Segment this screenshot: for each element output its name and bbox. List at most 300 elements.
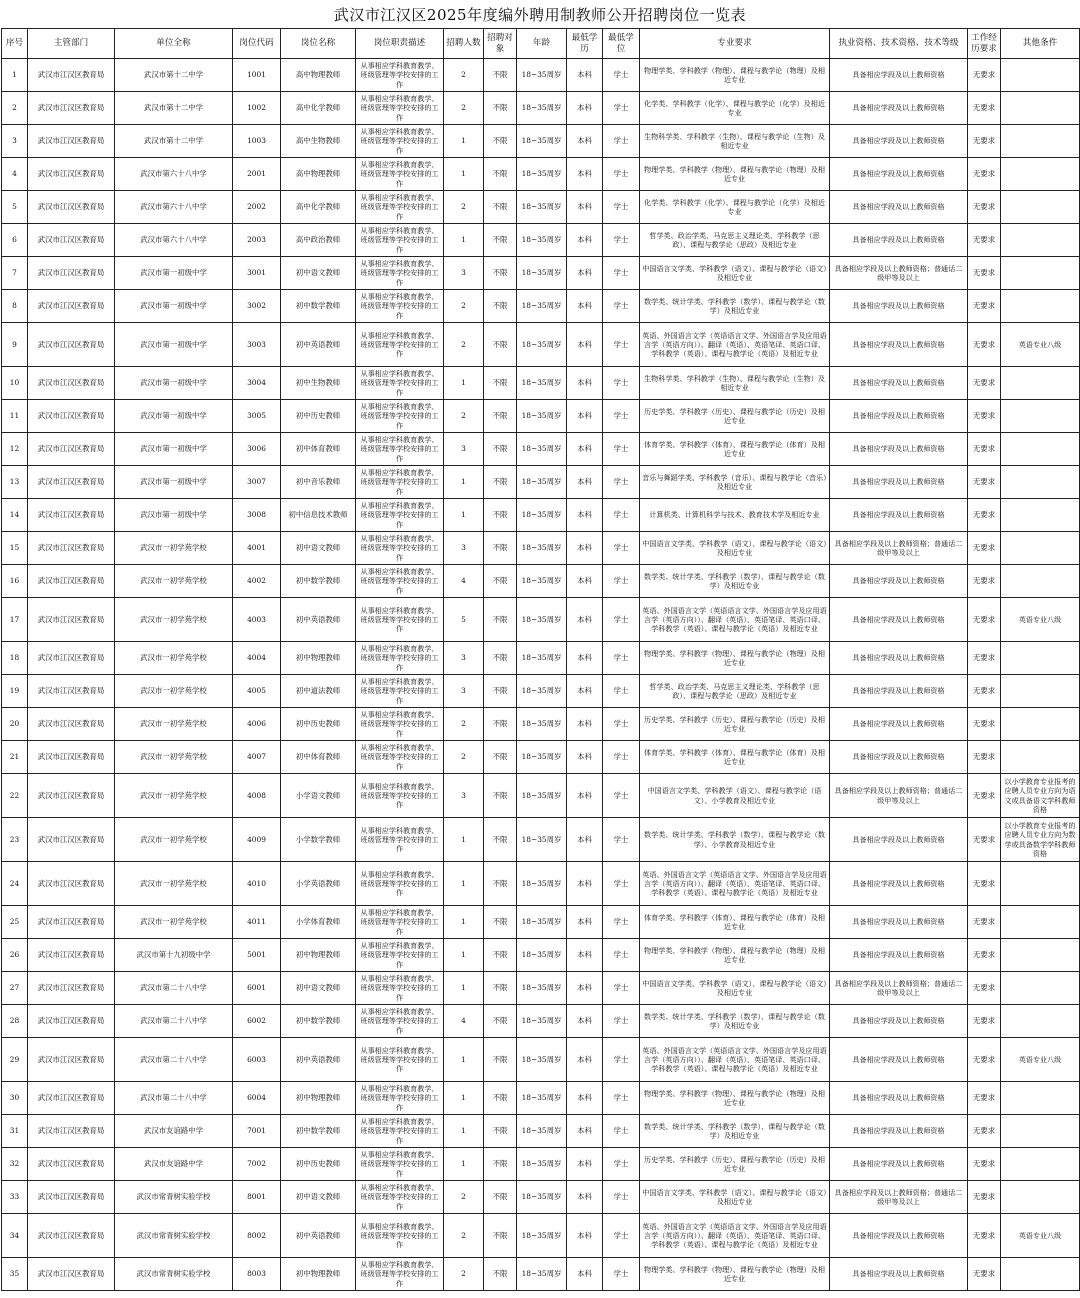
qual-cell: 具备相应学段及以上教师资格 [830, 1038, 968, 1082]
dept-cell: 武汉市江汉区教育局 [28, 323, 115, 367]
target-cell: 不限 [484, 906, 517, 939]
table-row [2, 499, 1080, 532]
code-cell: 2003 [233, 224, 281, 257]
unit-cell: 武汉市第十二中学 [115, 59, 233, 92]
duty-cell: 从事相应学科教育教学、班级管理等学校安排的工作 [356, 1148, 444, 1181]
dept-cell: 武汉市江汉区教育局 [28, 565, 115, 598]
duty-cell: 从事相应学科教育教学、班级管理等学校安排的工作 [356, 741, 444, 774]
seq-cell: 6 [2, 224, 28, 257]
code-cell: 4010 [233, 862, 281, 906]
degree-cell: 学士 [603, 565, 640, 598]
duty-cell: 从事相应学科教育教学、班级管理等学校安排的工作 [356, 642, 444, 675]
edu-cell: 本科 [567, 1082, 603, 1115]
post-cell: 初中物理教师 [281, 939, 356, 972]
code-cell: 2002 [233, 191, 281, 224]
other-cell: 以小学教育专业报考的应聘人员专业方向为语文或具备语文学科教师资格 [1001, 774, 1080, 818]
unit-cell: 武汉市友谊路中学 [115, 1148, 233, 1181]
unit-cell: 武汉市一初学苑学校 [115, 741, 233, 774]
duty-cell: 从事相应学科教育教学、班级管理等学校安排的工作 [356, 862, 444, 906]
header-cell: 主管部门 [28, 29, 115, 59]
age-cell: 18~35周岁 [517, 367, 567, 400]
post-cell: 初中道法教师 [281, 675, 356, 708]
degree-cell: 学士 [603, 741, 640, 774]
header-cell: 其他条件 [1001, 29, 1080, 59]
page-title: 武汉市江汉区2025年度编外聘用制教师公开招聘岗位一览表 [333, 6, 747, 24]
post-cell: 初中英语教师 [281, 323, 356, 367]
age-cell: 18~35周岁 [517, 1181, 567, 1214]
target-cell: 不限 [484, 1148, 517, 1181]
duty-cell: 从事相应学科教育教学、班级管理等学校安排的工作 [356, 906, 444, 939]
edu-cell: 本科 [567, 1115, 603, 1148]
major-cell: 英语、外国语言文学（英语语言文学、外国语言学及应用语言学（英语方向））、翻译（英语）、英语笔译、英语口译、学科教学（英语）、课程与教学论（英语）及相近专业 [640, 862, 830, 906]
seq-cell: 5 [2, 191, 28, 224]
other-cell [1001, 675, 1080, 708]
degree-cell: 学士 [603, 862, 640, 906]
header-cell: 岗位代码 [233, 29, 281, 59]
degree-cell: 学士 [603, 972, 640, 1005]
target-cell: 不限 [484, 532, 517, 565]
edu-cell: 本科 [567, 532, 603, 565]
post-cell: 初中历史教师 [281, 708, 356, 741]
table-row [2, 939, 1080, 972]
duty-cell: 从事相应学科教育教学、班级管理等学校安排的工作 [356, 158, 444, 191]
header-cell: 工作经历要求 [968, 29, 1001, 59]
edu-cell: 本科 [567, 125, 603, 158]
count-cell: 2 [444, 323, 484, 367]
code-cell: 3002 [233, 290, 281, 323]
edu-cell: 本科 [567, 642, 603, 675]
count-cell: 4 [444, 565, 484, 598]
target-cell: 不限 [484, 1258, 517, 1291]
other-cell: 以小学教育专业报考的应聘人员专业方向为数学或具备数学学科教师资格 [1001, 818, 1080, 862]
dept-cell: 武汉市江汉区教育局 [28, 125, 115, 158]
duty-cell: 从事相应学科教育教学、班级管理等学校安排的工作 [356, 1115, 444, 1148]
other-cell: 英语专业八级 [1001, 1214, 1080, 1258]
qual-cell: 具备相应学段及以上教师资格 [830, 1258, 968, 1291]
post-cell: 初中数学教师 [281, 1115, 356, 1148]
code-cell: 3006 [233, 433, 281, 466]
other-cell [1001, 158, 1080, 191]
post-cell: 初中音乐教师 [281, 466, 356, 499]
post-cell: 初中语文教师 [281, 1181, 356, 1214]
post-cell: 初中英语教师 [281, 1214, 356, 1258]
dept-cell: 武汉市江汉区教育局 [28, 1148, 115, 1181]
major-cell: 化学类、学科教学（化学）、课程与教学论（化学）及相近专业 [640, 92, 830, 125]
table-row [2, 972, 1080, 1005]
seq-cell: 22 [2, 774, 28, 818]
dept-cell: 武汉市江汉区教育局 [28, 532, 115, 565]
duty-cell: 从事相应学科教育教学、班级管理等学校安排的工作 [356, 1038, 444, 1082]
duty-cell: 从事相应学科教育教学、班级管理等学校安排的工作 [356, 565, 444, 598]
qual-cell: 具备相应学段及以上教师资格 [830, 1082, 968, 1115]
table-row [2, 862, 1080, 906]
dept-cell: 武汉市江汉区教育局 [28, 367, 115, 400]
degree-cell: 学士 [603, 1148, 640, 1181]
header-cell: 岗位职责描述 [356, 29, 444, 59]
post-cell: 初中英语教师 [281, 1038, 356, 1082]
major-cell: 体育学类、学科教学（体育）、课程与教学论（体育）及相近专业 [640, 741, 830, 774]
degree-cell: 学士 [603, 1038, 640, 1082]
edu-cell: 本科 [567, 906, 603, 939]
degree-cell: 学士 [603, 92, 640, 125]
age-cell: 18~35周岁 [517, 675, 567, 708]
age-cell: 18~35周岁 [517, 224, 567, 257]
unit-cell: 武汉市一初学苑学校 [115, 774, 233, 818]
count-cell: 2 [444, 400, 484, 433]
count-cell: 1 [444, 1038, 484, 1082]
table-row [2, 290, 1080, 323]
target-cell: 不限 [484, 1181, 517, 1214]
target-cell: 不限 [484, 92, 517, 125]
qual-cell: 具备相应学段及以上教师资格 [830, 290, 968, 323]
post-cell: 高中化学教师 [281, 191, 356, 224]
post-cell: 初中数学教师 [281, 1005, 356, 1038]
count-cell: 2 [444, 708, 484, 741]
dept-cell: 武汉市江汉区教育局 [28, 818, 115, 862]
count-cell: 1 [444, 906, 484, 939]
dept-cell: 武汉市江汉区教育局 [28, 466, 115, 499]
code-cell: 3001 [233, 257, 281, 290]
post-cell: 高中化学教师 [281, 92, 356, 125]
count-cell: 1 [444, 972, 484, 1005]
other-cell [1001, 642, 1080, 675]
degree-cell: 学士 [603, 1214, 640, 1258]
age-cell: 18~35周岁 [517, 158, 567, 191]
seq-cell: 15 [2, 532, 28, 565]
table-row [2, 367, 1080, 400]
exp-cell: 无要求 [968, 92, 1001, 125]
post-cell: 初中语文教师 [281, 532, 356, 565]
age-cell: 18~35周岁 [517, 59, 567, 92]
duty-cell: 从事相应学科教育教学、班级管理等学校安排的工作 [356, 1214, 444, 1258]
qual-cell: 具备相应学段及以上教师资格 [830, 433, 968, 466]
qual-cell: 具备相应学段及以上教师资格；普通话二级甲等及以上 [830, 257, 968, 290]
dept-cell: 武汉市江汉区教育局 [28, 257, 115, 290]
edu-cell: 本科 [567, 708, 603, 741]
degree-cell: 学士 [603, 1181, 640, 1214]
exp-cell: 无要求 [968, 1115, 1001, 1148]
unit-cell: 武汉市第一初级中学 [115, 499, 233, 532]
age-cell: 18~35周岁 [517, 1214, 567, 1258]
target-cell: 不限 [484, 1115, 517, 1148]
major-cell: 数学类、统计学类、学科教学（数学）、课程与教学论（数学）及相近专业 [640, 1115, 830, 1148]
qual-cell: 具备相应学段及以上教师资格 [830, 939, 968, 972]
post-cell: 高中物理教师 [281, 59, 356, 92]
major-cell: 物理学类、学科教学（物理）、课程与教学论（物理）及相近专业 [640, 59, 830, 92]
exp-cell: 无要求 [968, 1214, 1001, 1258]
count-cell: 2 [444, 1181, 484, 1214]
other-cell: 英语专业八级 [1001, 598, 1080, 642]
unit-cell: 武汉市第六十八中学 [115, 224, 233, 257]
seq-cell: 13 [2, 466, 28, 499]
duty-cell: 从事相应学科教育教学、班级管理等学校安排的工作 [356, 466, 444, 499]
code-cell: 3004 [233, 367, 281, 400]
target-cell: 不限 [484, 158, 517, 191]
post-cell: 初中数学教师 [281, 290, 356, 323]
major-cell: 英语、外国语言文学（英语语言文学、外国语言学及应用语言学（英语方向））、翻译（英语）、英语笔译、英语口译、学科教学（英语）、课程与教学论（英语）及相近专业 [640, 1038, 830, 1082]
major-cell: 化学类、学科教学（化学）、课程与教学论（化学）及相近专业 [640, 191, 830, 224]
count-cell: 1 [444, 125, 484, 158]
post-cell: 高中生物教师 [281, 125, 356, 158]
count-cell: 3 [444, 433, 484, 466]
qual-cell: 具备相应学段及以上教师资格；普通话二级甲等及以上 [830, 532, 968, 565]
degree-cell: 学士 [603, 224, 640, 257]
age-cell: 18~35周岁 [517, 565, 567, 598]
qual-cell: 具备相应学段及以上教师资格 [830, 1115, 968, 1148]
table-row [2, 1214, 1080, 1258]
post-cell: 初中体育教师 [281, 433, 356, 466]
age-cell: 18~35周岁 [517, 400, 567, 433]
seq-cell: 2 [2, 92, 28, 125]
qual-cell: 具备相应学段及以上教师资格 [830, 642, 968, 675]
count-cell: 2 [444, 92, 484, 125]
major-cell: 历史学类、学科教学（历史）、课程与教学论（历史）及相近专业 [640, 1148, 830, 1181]
count-cell: 1 [444, 499, 484, 532]
exp-cell: 无要求 [968, 499, 1001, 532]
header-cell: 执业资格、技术资格、技术等级 [830, 29, 968, 59]
table-row [2, 158, 1080, 191]
major-cell: 中国语言文学类、学科教学（语文）、课程与教学论（语文）及相近专业 [640, 532, 830, 565]
edu-cell: 本科 [567, 466, 603, 499]
other-cell [1001, 59, 1080, 92]
duty-cell: 从事相应学科教育教学、班级管理等学校安排的工作 [356, 1082, 444, 1115]
count-cell: 3 [444, 774, 484, 818]
target-cell: 不限 [484, 290, 517, 323]
major-cell: 历史学类、学科教学（历史）、课程与教学论（历史）及相近专业 [640, 708, 830, 741]
count-cell: 2 [444, 1214, 484, 1258]
major-cell: 体育学类、学科教学（体育）、课程与教学论（体育）及相近专业 [640, 906, 830, 939]
major-cell: 数学类、统计学类、学科教学（数学）、课程与教学论（数学）及相近专业 [640, 290, 830, 323]
other-cell [1001, 466, 1080, 499]
qual-cell: 具备相应学段及以上教师资格 [830, 499, 968, 532]
table-row [2, 675, 1080, 708]
code-cell: 6001 [233, 972, 281, 1005]
other-cell: 英语专业八级 [1001, 1038, 1080, 1082]
post-cell: 初中英语教师 [281, 598, 356, 642]
major-cell: 中国语言文学类、学科教学（语文）、课程与教学论（语文）及相近专业 [640, 972, 830, 1005]
edu-cell: 本科 [567, 499, 603, 532]
dept-cell: 武汉市江汉区教育局 [28, 92, 115, 125]
qual-cell: 具备相应学段及以上教师资格 [830, 125, 968, 158]
count-cell: 2 [444, 59, 484, 92]
degree-cell: 学士 [603, 433, 640, 466]
qual-cell: 具备相应学段及以上教师资格 [830, 675, 968, 708]
edu-cell: 本科 [567, 290, 603, 323]
edu-cell: 本科 [567, 224, 603, 257]
post-cell: 初中数学教师 [281, 565, 356, 598]
unit-cell: 武汉市第六十八中学 [115, 158, 233, 191]
target-cell: 不限 [484, 1082, 517, 1115]
age-cell: 18~35周岁 [517, 774, 567, 818]
dept-cell: 武汉市江汉区教育局 [28, 675, 115, 708]
qual-cell: 具备相应学段及以上教师资格 [830, 565, 968, 598]
unit-cell: 武汉市一初学苑学校 [115, 598, 233, 642]
count-cell: 1 [444, 1082, 484, 1115]
exp-cell: 无要求 [968, 1082, 1001, 1115]
major-cell: 音乐与舞蹈学类、学科教学（音乐）、课程与教学论（音乐）及相近专业 [640, 466, 830, 499]
major-cell: 中国语言文学类、学科教学（语文）、课程与教学论（语文）及相近专业 [640, 257, 830, 290]
edu-cell: 本科 [567, 972, 603, 1005]
unit-cell: 武汉市第一初级中学 [115, 367, 233, 400]
edu-cell: 本科 [567, 862, 603, 906]
duty-cell: 从事相应学科教育教学、班级管理等学校安排的工作 [356, 774, 444, 818]
code-cell: 4011 [233, 906, 281, 939]
age-cell: 18~35周岁 [517, 642, 567, 675]
code-cell: 7001 [233, 1115, 281, 1148]
count-cell: 1 [444, 818, 484, 862]
table-row [2, 1082, 1080, 1115]
target-cell: 不限 [484, 433, 517, 466]
degree-cell: 学士 [603, 1258, 640, 1291]
edu-cell: 本科 [567, 433, 603, 466]
dept-cell: 武汉市江汉区教育局 [28, 1258, 115, 1291]
other-cell [1001, 741, 1080, 774]
post-cell: 初中语文教师 [281, 257, 356, 290]
seq-cell: 20 [2, 708, 28, 741]
count-cell: 1 [444, 862, 484, 906]
edu-cell: 本科 [567, 675, 603, 708]
exp-cell: 无要求 [968, 532, 1001, 565]
seq-cell: 12 [2, 433, 28, 466]
other-cell [1001, 906, 1080, 939]
duty-cell: 从事相应学科教育教学、班级管理等学校安排的工作 [356, 939, 444, 972]
code-cell: 3003 [233, 323, 281, 367]
table-row [2, 1148, 1080, 1181]
unit-cell: 武汉市第二十八中学 [115, 1038, 233, 1082]
dept-cell: 武汉市江汉区教育局 [28, 862, 115, 906]
dept-cell: 武汉市江汉区教育局 [28, 642, 115, 675]
code-cell: 1002 [233, 92, 281, 125]
unit-cell: 武汉市第十九初级中学 [115, 939, 233, 972]
dept-cell: 武汉市江汉区教育局 [28, 1214, 115, 1258]
exp-cell: 无要求 [968, 1148, 1001, 1181]
degree-cell: 学士 [603, 59, 640, 92]
post-cell: 初中生物教师 [281, 367, 356, 400]
degree-cell: 学士 [603, 774, 640, 818]
exp-cell: 无要求 [968, 1038, 1001, 1082]
qual-cell: 具备相应学段及以上教师资格 [830, 466, 968, 499]
exp-cell: 无要求 [968, 466, 1001, 499]
code-cell: 4007 [233, 741, 281, 774]
major-cell: 物理学类、学科教学（物理）、课程与教学论（物理）及相近专业 [640, 642, 830, 675]
count-cell: 2 [444, 191, 484, 224]
major-cell: 哲学类、政治学类、马克思主义理论类、学科教学（思政）、课程与教学论（思政）及相近专业 [640, 224, 830, 257]
age-cell: 18~35周岁 [517, 1258, 567, 1291]
header-cell: 序号 [2, 29, 28, 59]
dept-cell: 武汉市江汉区教育局 [28, 906, 115, 939]
exp-cell: 无要求 [968, 642, 1001, 675]
seq-cell: 14 [2, 499, 28, 532]
target-cell: 不限 [484, 642, 517, 675]
major-cell: 中国语言文学类、学科教学（语文）、课程与教学论（语文）、小学教育及相近专业 [640, 774, 830, 818]
edu-cell: 本科 [567, 59, 603, 92]
dept-cell: 武汉市江汉区教育局 [28, 708, 115, 741]
code-cell: 6002 [233, 1005, 281, 1038]
post-cell: 小学语文教师 [281, 774, 356, 818]
unit-cell: 武汉市第十二中学 [115, 125, 233, 158]
qual-cell: 具备相应学段及以上教师资格 [830, 818, 968, 862]
other-cell [1001, 1181, 1080, 1214]
target-cell: 不限 [484, 400, 517, 433]
qual-cell: 具备相应学段及以上教师资格 [830, 1214, 968, 1258]
duty-cell: 从事相应学科教育教学、班级管理等学校安排的工作 [356, 1005, 444, 1038]
edu-cell: 本科 [567, 400, 603, 433]
age-cell: 18~35周岁 [517, 1115, 567, 1148]
unit-cell: 武汉市第一初级中学 [115, 400, 233, 433]
exp-cell: 无要求 [968, 708, 1001, 741]
seq-cell: 17 [2, 598, 28, 642]
seq-cell: 28 [2, 1005, 28, 1038]
unit-cell: 武汉市一初学苑学校 [115, 532, 233, 565]
exp-cell: 无要求 [968, 565, 1001, 598]
post-cell: 高中物理教师 [281, 158, 356, 191]
post-cell: 小学体育教师 [281, 906, 356, 939]
header-cell: 专业要求 [640, 29, 830, 59]
code-cell: 8001 [233, 1181, 281, 1214]
dept-cell: 武汉市江汉区教育局 [28, 433, 115, 466]
age-cell: 18~35周岁 [517, 499, 567, 532]
code-cell: 5001 [233, 939, 281, 972]
dept-cell: 武汉市江汉区教育局 [28, 158, 115, 191]
age-cell: 18~35周岁 [517, 466, 567, 499]
unit-cell: 武汉市第一初级中学 [115, 433, 233, 466]
header-cell: 招聘人数 [444, 29, 484, 59]
major-cell: 计算机类、计算机科学与技术、教育技术学及相近专业 [640, 499, 830, 532]
target-cell: 不限 [484, 224, 517, 257]
seq-cell: 33 [2, 1181, 28, 1214]
target-cell: 不限 [484, 257, 517, 290]
degree-cell: 学士 [603, 708, 640, 741]
qual-cell: 具备相应学段及以上教师资格 [830, 741, 968, 774]
age-cell: 18~35周岁 [517, 290, 567, 323]
exp-cell: 无要求 [968, 191, 1001, 224]
table-row [2, 191, 1080, 224]
unit-cell: 武汉市常青树实验学校 [115, 1258, 233, 1291]
unit-cell: 武汉市第一初级中学 [115, 466, 233, 499]
dept-cell: 武汉市江汉区教育局 [28, 1115, 115, 1148]
age-cell: 18~35周岁 [517, 191, 567, 224]
duty-cell: 从事相应学科教育教学、班级管理等学校安排的工作 [356, 972, 444, 1005]
other-cell [1001, 972, 1080, 1005]
dept-cell: 武汉市江汉区教育局 [28, 1005, 115, 1038]
major-cell: 历史学类、学科教学（历史）、课程与教学论（历史）及相近专业 [640, 400, 830, 433]
age-cell: 18~35周岁 [517, 1038, 567, 1082]
duty-cell: 从事相应学科教育教学、班级管理等学校安排的工作 [356, 367, 444, 400]
age-cell: 18~35周岁 [517, 433, 567, 466]
duty-cell: 从事相应学科教育教学、班级管理等学校安排的工作 [356, 257, 444, 290]
table-row [2, 1181, 1080, 1214]
exp-cell: 无要求 [968, 400, 1001, 433]
other-cell [1001, 125, 1080, 158]
post-cell: 初中历史教师 [281, 400, 356, 433]
target-cell: 不限 [484, 708, 517, 741]
exp-cell: 无要求 [968, 257, 1001, 290]
seq-cell: 1 [2, 59, 28, 92]
degree-cell: 学士 [603, 939, 640, 972]
edu-cell: 本科 [567, 367, 603, 400]
edu-cell: 本科 [567, 565, 603, 598]
table-row [2, 466, 1080, 499]
table-row [2, 1005, 1080, 1038]
exp-cell: 无要求 [968, 1258, 1001, 1291]
count-cell: 1 [444, 224, 484, 257]
major-cell: 生物科学类、学科教学（生物）、课程与教学论（生物）及相近专业 [640, 367, 830, 400]
other-cell [1001, 257, 1080, 290]
seq-cell: 10 [2, 367, 28, 400]
major-cell: 中国语言文学类、学科教学（语文）、课程与教学论（语文）及相近专业 [640, 1181, 830, 1214]
target-cell: 不限 [484, 59, 517, 92]
unit-cell: 武汉市一初学苑学校 [115, 818, 233, 862]
